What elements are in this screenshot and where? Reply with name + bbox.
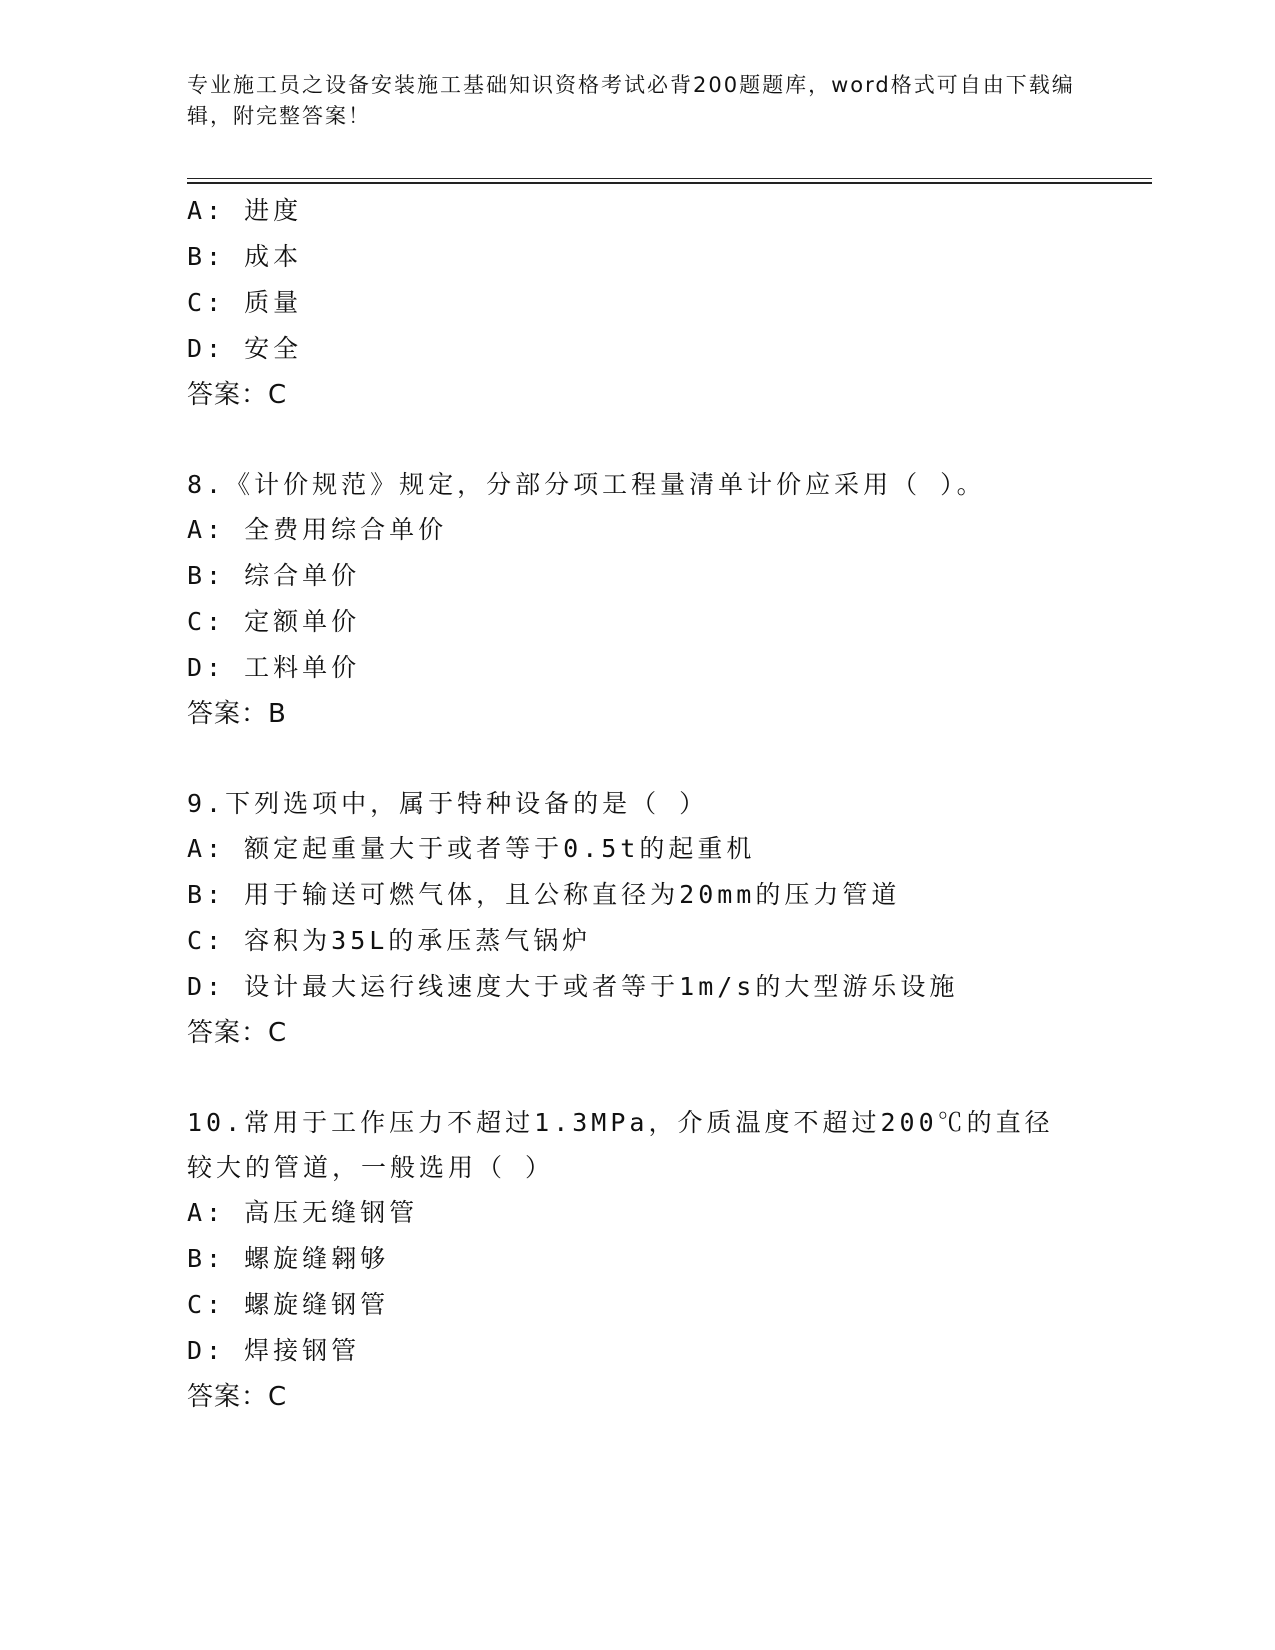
question-block-8 — [187, 462, 1087, 737]
option-c: C: 质量 — [187, 288, 303, 317]
document-header: 专业施工员之设备安装施工基础知识资格考试必背200题题库，word格式可自由下载编辑，附完整答案！ — [187, 73, 1075, 128]
option-d: D: 设计最大运行线速度大于或者等于1m/s的大型游乐设施 — [187, 972, 959, 1001]
answer-line: 答案：C — [187, 1018, 288, 1048]
question-block-7 — [187, 188, 1087, 418]
option-b: B: 成本 — [187, 242, 303, 271]
option-c: C: 定额单价 — [187, 607, 361, 636]
option-a: A: 进度 — [187, 196, 303, 225]
option-b: B: 综合单价 — [187, 561, 361, 590]
option-d: D: 焊接钢管 — [187, 1336, 361, 1365]
question-block-10 — [187, 1100, 1087, 1420]
question-block-9 — [187, 781, 1087, 1056]
question-text: 9.下列选项中，属于特种设备的是（ ） — [187, 789, 709, 818]
option-b: B: 用于输送可燃气体，且公称直径为20mm的压力管道 — [187, 880, 901, 909]
option-d: D: 安全 — [187, 334, 303, 363]
option-a: A: 额定起重量大于或者等于0.5t的起重机 — [187, 834, 756, 863]
answer-line: 答案：C — [187, 380, 288, 410]
header-rule-thin — [187, 178, 1152, 179]
answer-line: 答案：C — [187, 1382, 288, 1412]
option-b: B: 螺旋缝翱够 — [187, 1244, 390, 1273]
answer-line: 答案：B — [187, 699, 287, 729]
option-c: C: 螺旋缝钢管 — [187, 1290, 390, 1319]
question-text: 8.《计价规范》规定，分部分项工程量清单计价应采用（ ）。 — [187, 470, 986, 499]
option-d: D: 工料单价 — [187, 653, 361, 682]
option-a: A: 全费用综合单价 — [187, 515, 448, 544]
option-a: A: 高压无缝钢管 — [187, 1198, 419, 1227]
question-text: 10.常用于工作压力不超过1.3MPa，介质温度不超过200℃的直径较大的管道，一般选用（ ） — [187, 1108, 1054, 1182]
question-list — [187, 188, 1087, 1464]
header-rule-thick — [187, 182, 1152, 184]
option-c: C: 容积为35L的承压蒸气锅炉 — [187, 926, 592, 955]
